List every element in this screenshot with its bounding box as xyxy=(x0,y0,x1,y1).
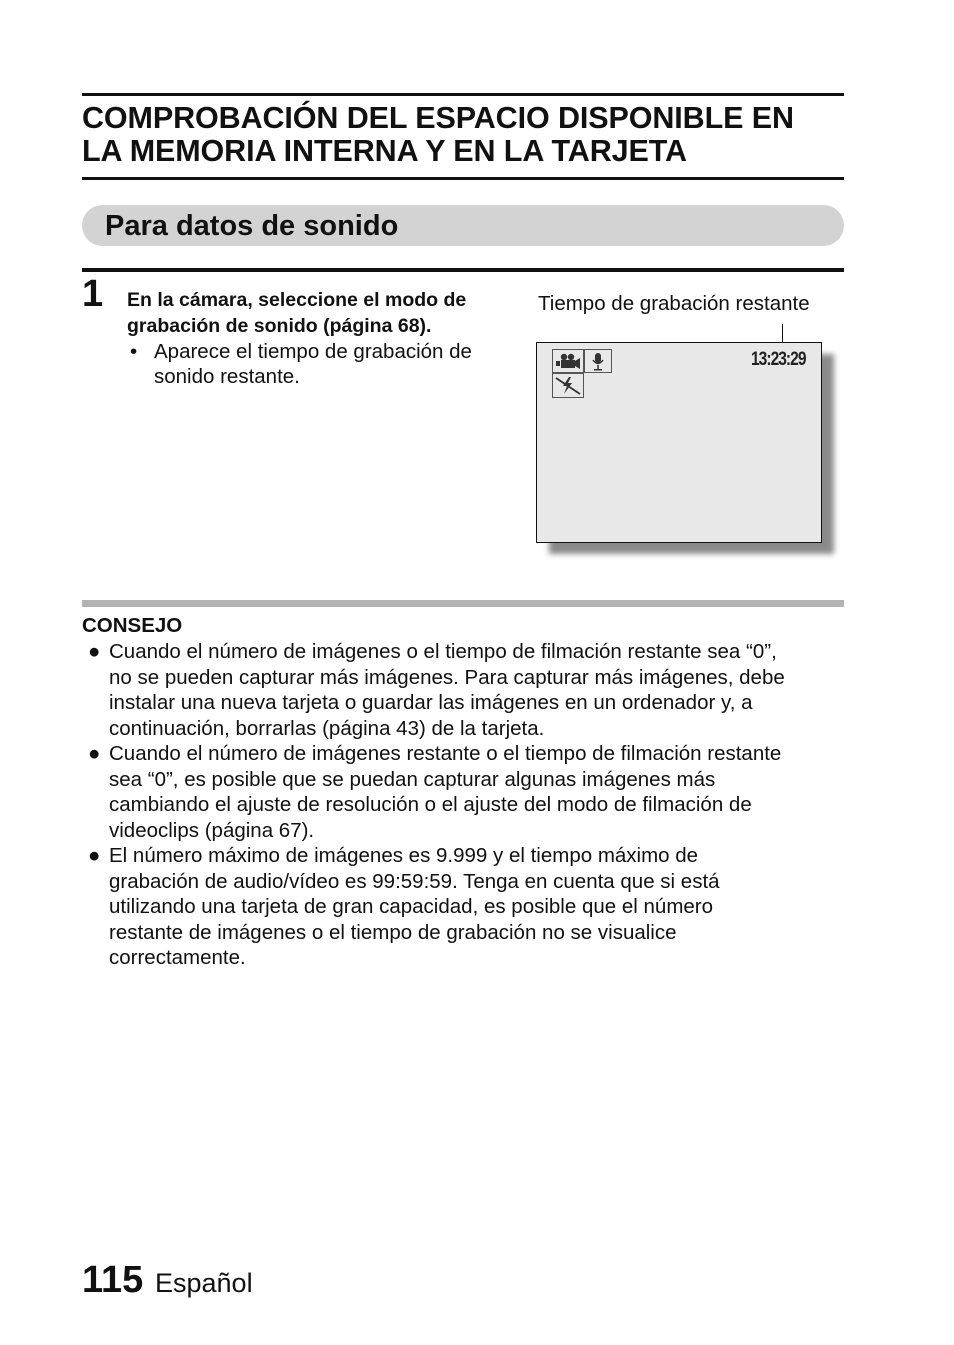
tip-line: utilizando una tarjeta de gran capacidad, es posible que el número xyxy=(109,895,714,918)
figure-caption: Tiempo de grabación restante xyxy=(538,292,810,315)
step-instruction xyxy=(127,287,512,339)
tip-line: no se pueden capturar más imágenes. Para capturar más imágenes, debe xyxy=(109,665,785,689)
tip-item xyxy=(82,843,852,971)
section-heading: Para datos de sonido xyxy=(105,210,399,242)
remaining-recording-time: 13:23:29 xyxy=(751,349,806,370)
tip-line: cambiando el ajuste de resolución o el ajuste del modo de filmación de xyxy=(109,793,752,816)
page-title xyxy=(82,102,852,168)
step-bullet-line-1: Aparece el tiempo de grabación de xyxy=(154,340,472,363)
tip-item xyxy=(82,639,852,741)
tip-divider-bar xyxy=(82,600,844,607)
flash-off-icon xyxy=(552,373,584,398)
step-bullet-text xyxy=(154,339,514,389)
page-language: Español xyxy=(155,1268,253,1298)
tip-line: continuación, borrarlas (página 43) de la tarjeta. xyxy=(109,716,545,740)
page-title-line-2: LA MEMORIA INTERNA Y EN LA TARJETA xyxy=(82,134,687,168)
microphone-icon xyxy=(584,349,612,373)
tip-line: correctamente. xyxy=(109,946,246,969)
title-bottom-rule xyxy=(82,177,844,180)
tip-line: instalar una nueva tarjeta o guardar las imágenes en un ordenador y, a xyxy=(109,691,753,714)
bullet-dot: ● xyxy=(88,844,101,867)
tip-item xyxy=(82,741,852,843)
title-top-rule xyxy=(82,93,844,96)
tip-line: sea “0”, es posible que se puedan capturar algunas imágenes más xyxy=(109,767,716,791)
page-title-line-1: COMPROBACIÓN DEL ESPACIO DISPONIBLE EN xyxy=(82,101,794,135)
bullet-dot: ● xyxy=(88,640,101,663)
step-instruction-line-2: grabación de sonido (página 68). xyxy=(127,315,432,337)
tip-label: CONSEJO xyxy=(82,614,183,637)
tip-line: Cuando el número de imágenes o el tiempo de filmación restante sea “0”, xyxy=(109,640,777,663)
bullet-dot: ● xyxy=(88,742,101,765)
tip-line: videoclips (página 67). xyxy=(109,818,315,842)
camera-screen-illustration xyxy=(536,342,822,543)
step-instruction-line-1: En la cámara, seleccione el modo de xyxy=(127,289,467,311)
step-number: 1 xyxy=(82,273,104,315)
page-number: 115 xyxy=(82,1259,144,1301)
tip-list xyxy=(82,639,852,971)
movie-camera-icon xyxy=(552,349,584,373)
section-heading-bar xyxy=(82,205,844,246)
step-bullet-line-2: sonido restante. xyxy=(154,365,300,388)
tip-line: restante de imágenes o el tiempo de grabación no se visualice xyxy=(109,920,677,944)
tip-line: Cuando el número de imágenes restante o el tiempo de filmación restante xyxy=(109,742,782,765)
bullet-dot: • xyxy=(130,340,138,363)
tip-line: grabación de audio/vídeo es 99:59:59. Tenga en cuenta que si está xyxy=(109,869,720,893)
tip-line: El número máximo de imágenes es 9.999 y el tiempo máximo de xyxy=(109,844,699,867)
step-rule xyxy=(82,268,844,272)
